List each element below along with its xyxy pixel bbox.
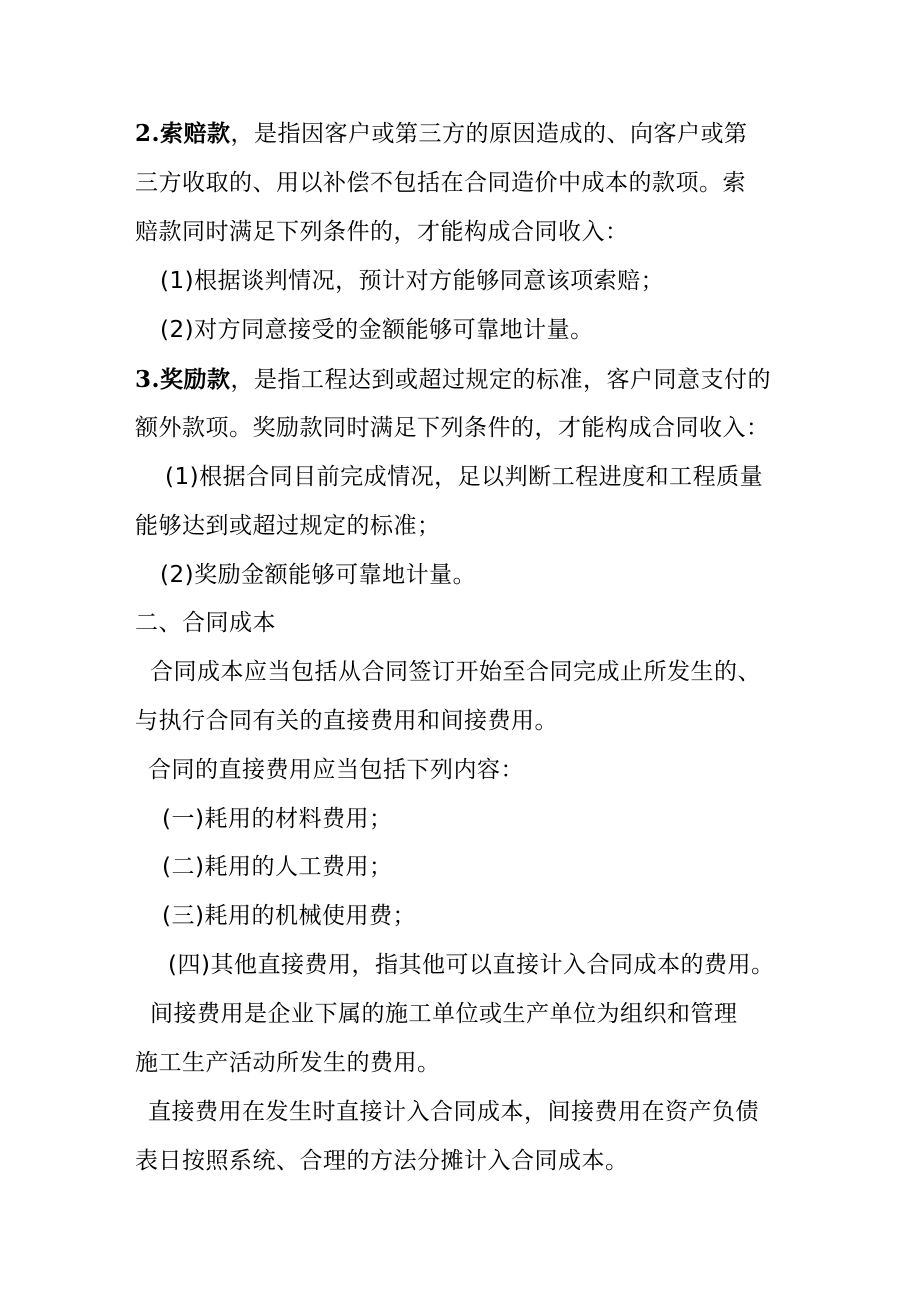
claim-condition-1: (1)根据谈判情况，预计对方能够同意该项索赔； xyxy=(160,268,665,294)
claim-definition-start: ，是指因客户或第三方的原因造成的、向客户或第 xyxy=(230,121,748,147)
incentive-line-1 xyxy=(135,368,771,392)
direct-cost-item-1: (一)耗用的材料费用； xyxy=(162,806,393,832)
section-heading-contract-cost: 二、合同成本 xyxy=(135,610,276,636)
cost-paragraph-line-2: 与执行合同有关的直接费用和间接费用。 xyxy=(135,708,558,734)
incentive-condition-1-line-2: 能够达到或超过规定的标准； xyxy=(135,513,441,539)
claim-condition-2: (2)对方同意接受的金额能够可靠地计量。 xyxy=(160,317,594,343)
incentive-condition-1-line-1: (1)根据合同目前完成情况，足以判断工程进度和工程质量 xyxy=(165,464,764,490)
claim-line-3: 赔款同时满足下列条件的，才能构成合同收入： xyxy=(135,219,629,245)
direct-cost-item-2: (二)耗用的人工费用； xyxy=(162,854,393,880)
indirect-cost-line-2: 施工生产活动所发生的费用。 xyxy=(135,1050,441,1076)
incentive-heading: 3.奖励款 xyxy=(135,366,231,393)
incentive-condition-2: (2)奖励金额能够可靠地计量。 xyxy=(160,562,477,588)
claim-line-2: 三方收取的、用以补偿不包括在合同造价中成本的款项。索 xyxy=(135,170,746,196)
allocation-line-1: 直接费用在发生时直接计入合同成本，间接费用在资产负债 xyxy=(148,1099,759,1125)
incentive-line-2: 额外款项。奖励款同时满足下列条件的，才能构成合同收入： xyxy=(135,415,770,441)
indirect-cost-line-1: 间接费用是企业下属的施工单位或生产单位为组织和管理 xyxy=(150,1001,738,1027)
claim-heading: 2.索赔款 xyxy=(135,120,231,147)
incentive-definition-start: ，是指工程达到或超过规定的标准，客户同意支付的 xyxy=(230,367,772,393)
direct-cost-intro: 合同的直接费用应当包括下列内容： xyxy=(148,757,524,783)
claim-line-1 xyxy=(135,122,748,146)
direct-cost-item-3: (三)耗用的机械使用费； xyxy=(162,903,416,929)
cost-paragraph-line-1: 合同成本应当包括从合同签订开始至合同完成止所发生的、 xyxy=(150,659,761,685)
allocation-line-2: 表日按照系统、合理的方法分摊计入合同成本。 xyxy=(135,1148,629,1174)
direct-cost-item-4: (四)其他直接费用，指其他可以直接计入合同成本的费用。 xyxy=(168,952,775,978)
